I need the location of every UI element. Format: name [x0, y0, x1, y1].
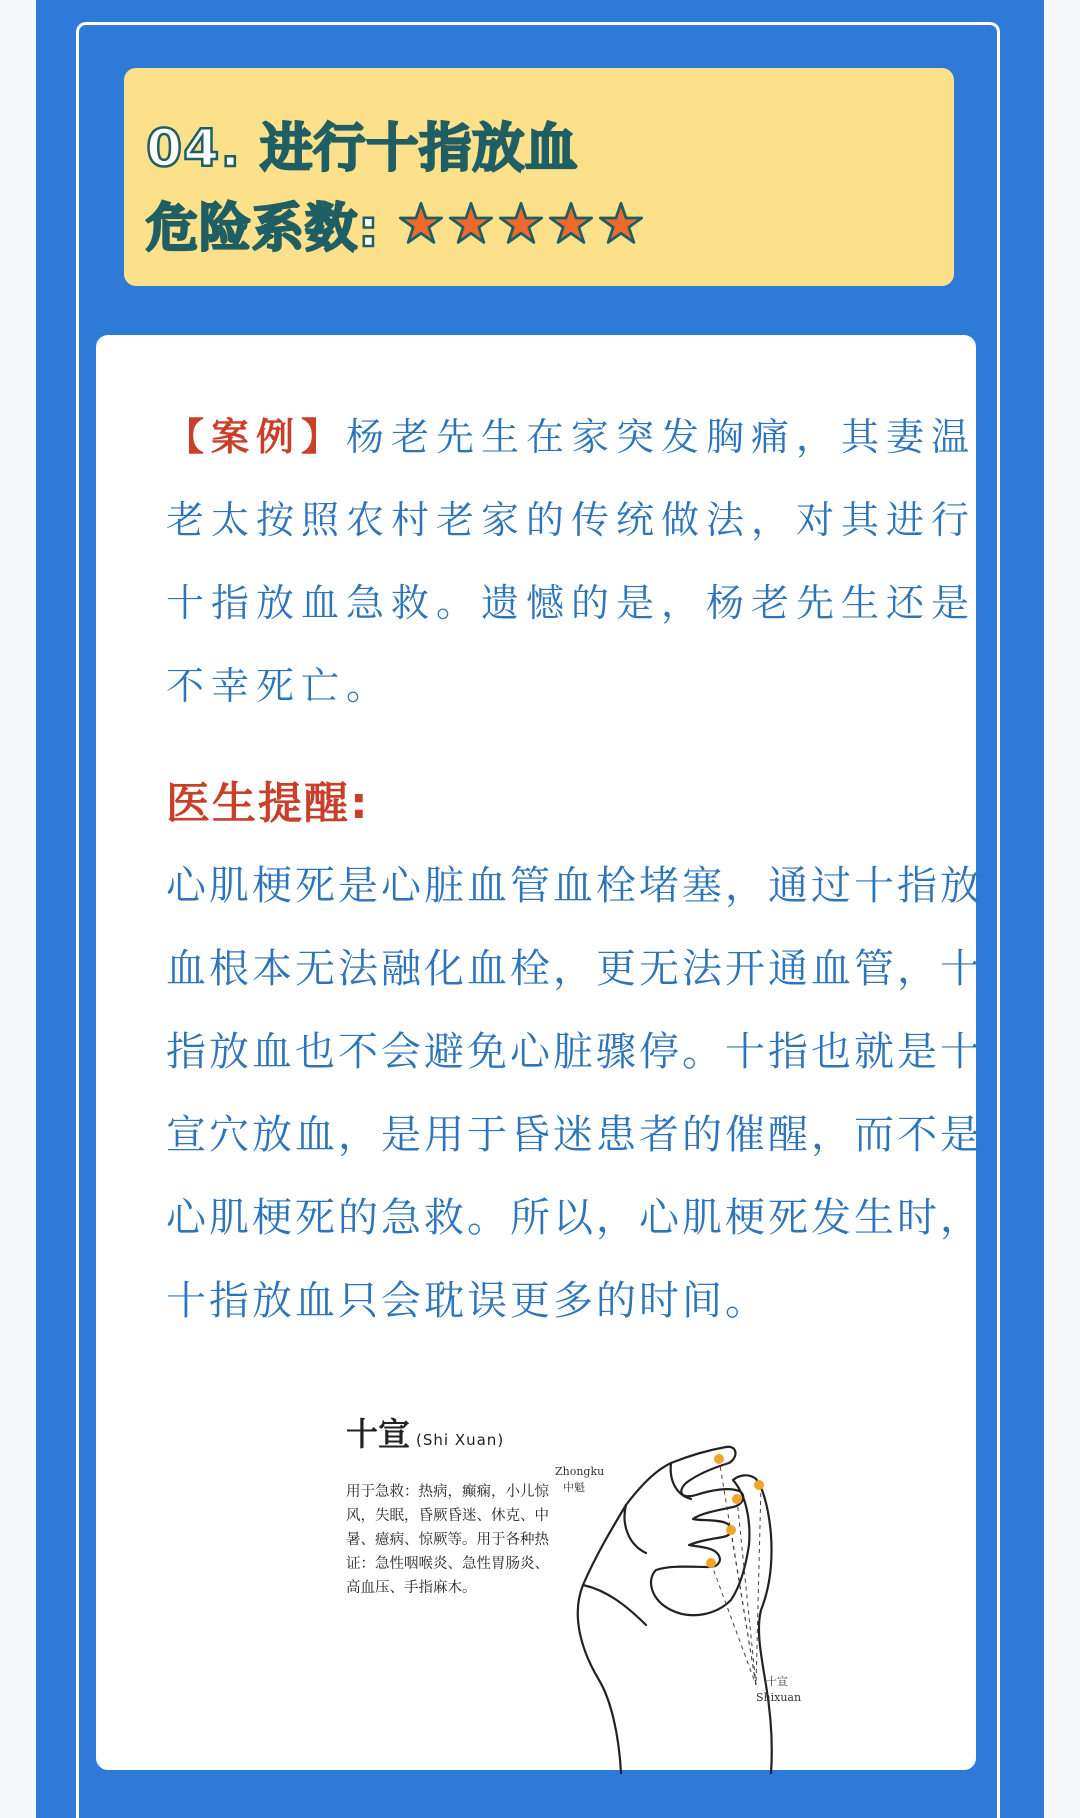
case-tag: 【案例】: [166, 414, 347, 459]
risk-stars: [398, 201, 644, 247]
acupoint-name: 十宣: [346, 1415, 411, 1453]
star-icon: [398, 201, 444, 247]
label-zhongku-cn: 中魁: [563, 1481, 585, 1494]
star-icon: [448, 201, 494, 247]
star-icon: [498, 201, 544, 247]
label-zhongku-en: Zhongku: [555, 1465, 605, 1478]
risk-label: 危险系数:: [146, 199, 380, 259]
star-icon: [548, 201, 594, 247]
hand-outline: [578, 1447, 749, 1773]
star-icon: [598, 201, 644, 247]
acupoint-dot: [726, 1525, 736, 1535]
doctor-reminder-heading: 医生提醒:: [166, 778, 370, 829]
acupoint-description: 用于急救：热病，癫痫，小儿惊风，失眠，昏厥昏迷、休克、中暑、癔病、惊厥等。用于各种热证：急性咽喉炎、急性胃肠炎、高血压、手指麻木。: [346, 1484, 549, 1596]
acupoint-dot: [732, 1494, 742, 1504]
title-box: [124, 68, 954, 286]
case-text: 杨老先生在家突发胸痛，其妻温老太按照农村老家的传统做法，对其进行十指放血急救。遗憾的是，杨老先生还是不幸死亡。: [166, 415, 977, 708]
hand-acupoint-illustration: [551, 1395, 831, 1775]
acupoint-dot: [714, 1454, 724, 1464]
content-card: [96, 335, 983, 1770]
risk-row: [146, 186, 644, 261]
label-shixuan-en: Shixuan: [756, 1691, 802, 1704]
section-title: 04. 进行十指放血: [146, 119, 579, 179]
page-frame: [36, 0, 1044, 1818]
label-shixuan-cn: 十宣: [766, 1675, 788, 1688]
acupoint-title: [346, 1409, 504, 1455]
acupoint-pinyin: (Shi Xuan): [416, 1431, 505, 1449]
case-paragraph: [166, 395, 986, 728]
acupoint-dot: [706, 1558, 716, 1568]
doctor-reminder-text: 心肌梗死是心脏血管血栓堵塞，通过十指放血根本无法融化血栓，更无法开通血管，十指放血也不会避免心脏骤停。十指也就是十宣穴放血，是用于昏迷患者的催醒，而不是心肌梗死的急救。所以，心肌梗死发生时，十指放血只会耽误更多的时间。: [166, 863, 983, 1324]
acupoint-dot: [754, 1480, 764, 1490]
